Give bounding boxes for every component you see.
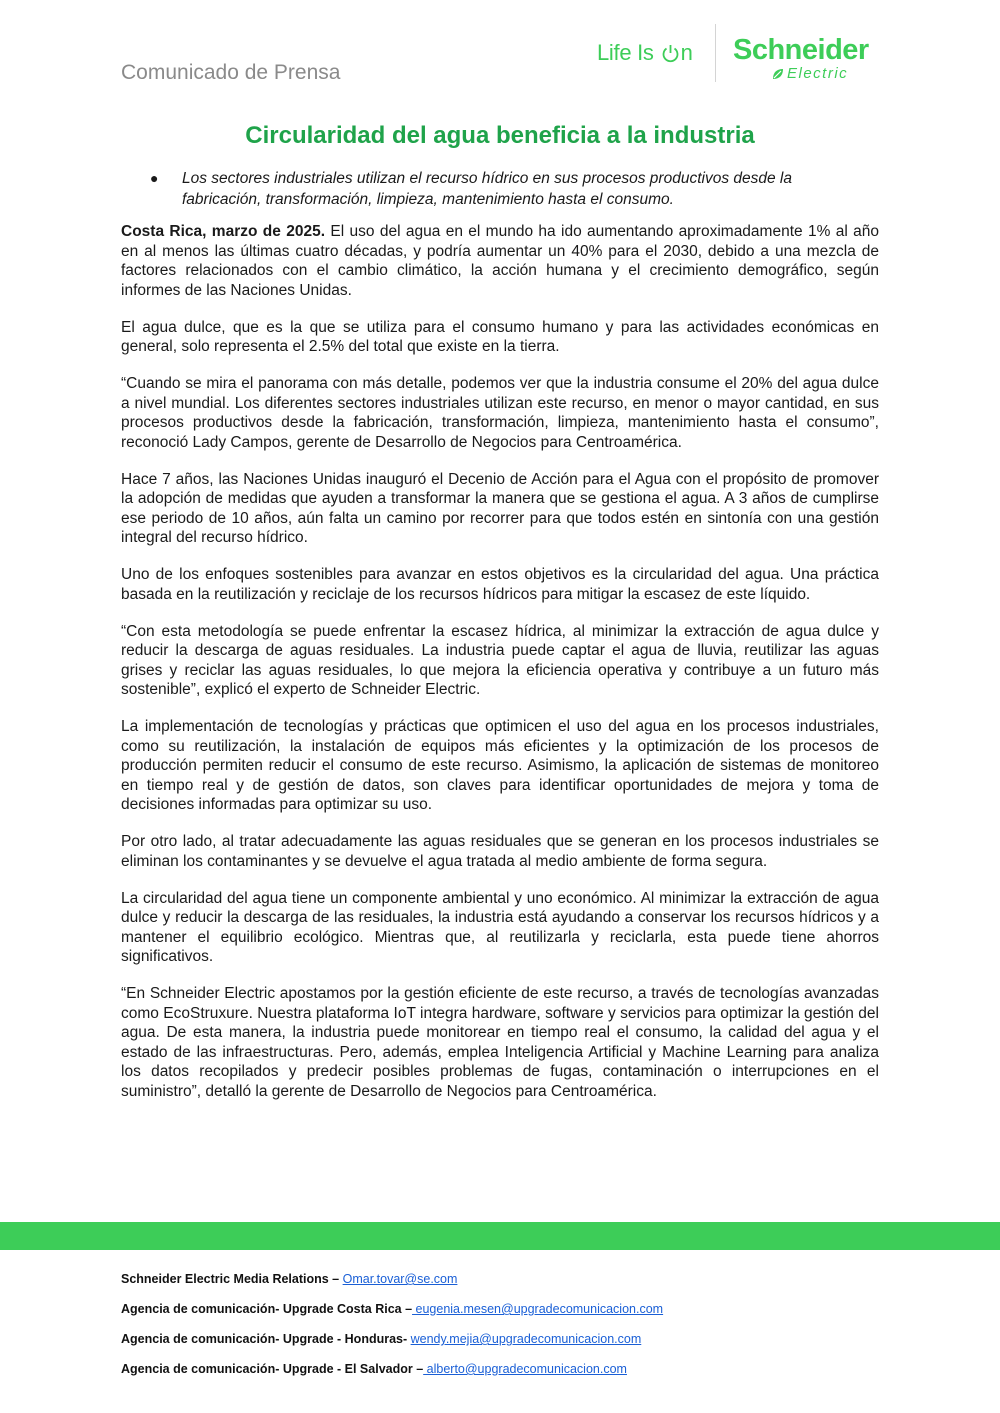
dateline: Costa Rica, marzo de 2025. xyxy=(121,223,326,240)
logo-brand-bottom-row xyxy=(771,65,848,82)
logo-brand-top: Schneider xyxy=(733,34,869,66)
paragraph-text: El uso del agua en el mundo ha ido aumentando aproximadamente 1% al año en al menos las últimas cuatro décadas, y podría aumentar un 40% para el 2030, debido a una mezcla de factores relacionados con el cambio climático, la acción humana y el crecimiento demográfico, según informes de las Naciones Unidas. xyxy=(121,223,879,299)
contact-label: Agencia de comunicación- Upgrade - El Salvador – xyxy=(121,1362,424,1376)
logo-brand-bottom: Electric xyxy=(787,65,849,82)
summary-bullet-text: Los sectores industriales utilizan el recurso hídrico en sus procesos productivos desde la fabricación, transformación, limpieza, mantenimiento hasta el consumo. xyxy=(182,170,792,208)
paragraph xyxy=(121,222,879,300)
contact-label: Schneider Electric Media Relations – xyxy=(121,1272,343,1286)
tagline-text: Life Is xyxy=(597,40,654,65)
article-body xyxy=(121,222,879,1119)
contact-email-link[interactable]: wendy.mejia@upgradecomunicacion.com xyxy=(410,1332,642,1346)
paragraph: La circularidad del agua tiene un componente ambiental y uno económico. Al minimizar la extracción de agua dulce y reducir la descarga de las residuales, la industria está ayudando a conservar los recursos hídricos y a mantener el equilibrio ecológico. Mientras que, al reutilizarla y reciclarla, esta puede tiene ahorros significativos. xyxy=(121,889,879,965)
paragraph: Uno de los enfoques sostenibles para avanzar en estos objetivos es la circularidad del agua. Una práctica basada en la reutilización y reciclaje de los recursos hídricos para mitigar la escasez de este líquido. xyxy=(121,566,879,603)
paragraph: Hace 7 años, las Naciones Unidas inauguró el Decenio de Acción para el Agua con el propósito de promover la adopción de medidas que ayuden a transformar la manera que se gestiona el agua. A 3 años de cumplirse ese periodo de 10 años, aún falta un camino por recorrer para que todos estén en sintonía con una gestión integral del recurso hídrico. xyxy=(121,470,879,546)
contact-email-link[interactable]: eugenia.mesen@upgradecomunicacion.com xyxy=(412,1302,664,1316)
document-type-label: Comunicado de Prensa xyxy=(121,61,341,84)
contact-row xyxy=(121,1360,881,1390)
media-contacts xyxy=(121,1270,881,1390)
contact-row xyxy=(121,1300,881,1330)
life-is-on-tagline xyxy=(597,40,693,66)
contact-label: Agencia de comunicación- Upgrade - Honduras- xyxy=(121,1332,411,1346)
contact-row xyxy=(121,1270,881,1300)
contact-row xyxy=(121,1330,881,1360)
footer-green-band xyxy=(0,1222,1000,1250)
article-title: Circularidad del agua beneficia a la industria xyxy=(245,122,755,149)
paragraph: “Con esta metodología se puede enfrentar la escasez hídrica, al minimizar la extracción de agua dulce y reducir la descarga de aguas residuales. La industria puede captar el agua de lluvia, reutilizar las aguas grises y reciclar las aguas residuales, lo que mejora la eficiencia operativa y contribuye a un futuro más sostenible”, explicó el experto de Schneider Electric. xyxy=(121,622,879,698)
power-icon xyxy=(662,44,679,63)
paragraph: Por otro lado, al tratar adecuadamente las aguas residuales que se generan en los procesos industriales se eliminan los contaminantes y se devuelve el agua tratada al medio ambiente de forma segura. xyxy=(121,833,879,870)
bullet-dot-icon: ● xyxy=(150,170,159,186)
paragraph: El agua dulce, que es la que se utiliza para el consumo humano y para las actividades económicas en general, solo representa el 2.5% del total que existe en la tierra. xyxy=(121,318,879,355)
paragraph: La implementación de tecnologías y prácticas que optimicen el uso del agua en los procesos industriales, como su reutilización, la instalación de equipos más eficientes y la optimización de los procesos de producción permiten reducir el consumo de este recurso. Asimismo, la aplicación de sistemas de monitoreo en tiempo real y de gestión de datos, son claves para identificar oportunidades de mejora y toma de decisiones informadas para optimizar su uso. xyxy=(121,718,879,813)
contact-email-link[interactable]: alberto@upgradecomunicacion.com xyxy=(423,1362,627,1376)
paragraph: “En Schneider Electric apostamos por la gestión eficiente de este recurso, a través de tecnologías avanzadas como EcoStruxure. Nuestra plataforma IoT integra hardware, software y servicios para optimizar la gestión del agua. De esta manera, la industria puede monitorear en tiempo real el consumo, la calidad del agua y el estado de las infraestructuras. Pero, además, emplea Inteligencia Artificial y Machine Learning para analiza los datos recopilados y predecir posibles problemas de fugas, contaminación o interrupciones en el suministro”, detalló la gerente de Desarrollo de Negocios para Centroamérica. xyxy=(121,985,879,1100)
summary-bullet xyxy=(150,168,850,210)
tagline-suffix: n xyxy=(680,40,693,65)
contact-label: Agencia de comunicación- Upgrade Costa Rica – xyxy=(121,1302,413,1316)
header-divider xyxy=(715,24,716,82)
leaf-icon xyxy=(771,67,785,81)
schneider-electric-logo xyxy=(733,34,883,84)
paragraph: “Cuando se mira el panorama con más detalle, podemos ver que la industria consume el 20% del agua dulce a nivel mundial. Los diferentes sectores industriales utilizan este recurso, en menor o mayor cantidad, en sus procesos productivos desde la fabricación, transformación, limpieza, mantenimiento hasta el consumo”, reconoció Lady Campos, gerente de Desarrollo de Negocios para Centroamérica. xyxy=(121,375,879,451)
contact-email-link[interactable]: Omar.tovar@se.com xyxy=(342,1272,458,1286)
